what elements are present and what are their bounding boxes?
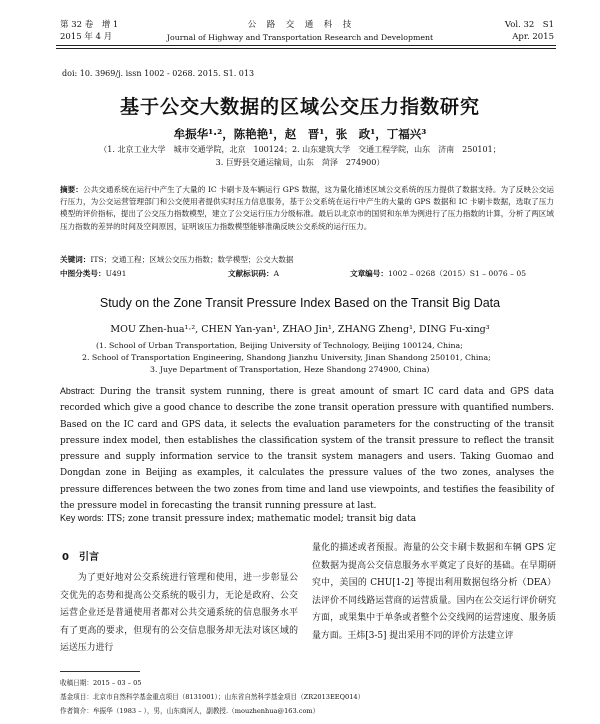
doi: doi: 10. 3969/j. issn 1002 - 0268. 2015. S1. 013 — [62, 69, 255, 78]
abstract-cn-text: 公共交通系统在运行中产生了大量的 IC 卡刷卡及车辆运行 GPS 数据，这为量化描述区域公交系统的压力提供了数据支持。为了反映公交运行压力，为公交运营管理部门和公交使用者提供实时压力信息服务，基于公交系统在运行中产生的大量的 GPS 数据和 IC 卡刷卡数据，选取了压力模型的评价指标，提出了公交压力指数模型，建立了公交运行压力分级标准。最后以北京市的国贸和东单为例进行了压力指数的计算，分析了两区域压力指数的差异的时间及空间原因，证明该压力指数模型能够准确反映公交系统的运行压力。 — [60, 185, 554, 231]
affiliation-en-2: 2. School of Transportation Engineering, Shandong Jianzhu University, Jinan Shandong 250101, China; — [82, 353, 491, 362]
affiliation-cn-1: （1. 北京工业大学 城市交通学院，北京 100124；2. 山东建筑大学 交通工程学院，山东 济南 250101； — [99, 145, 501, 154]
body-text-right: 量化的描述或者预报。海量的公交卡刷卡数据和车辆 GPS 定位数据为提高公交信息服务水平奠定了良好的基础。在早期研究中，美国的 CHU[1-2] 等提出利用数据包络分析（DEA）法评价不同线路运营商的运营质量。国内在公交运行评价研究方面，或果集中于单条或者整个公交线网的运营速度、服务质量方面。王炜[3-5] 提出采用不同的评价方法建立评 — [312, 543, 556, 641]
abstract-en-label: Abstract: — [60, 386, 96, 396]
footnote-rule — [60, 671, 140, 672]
document-code — [228, 268, 279, 279]
keywords-en-text: ITS; zone transit pressure index; mathematic model; transit big data — [106, 514, 417, 524]
keywords-cn-label: 关键词： — [60, 255, 91, 264]
section-heading-introduction: 0 引言 — [62, 552, 99, 563]
header-date: 2015 年 4 月 — [60, 32, 113, 42]
abstract-en-text: During the transit system running, there is great amount of smart IC card data and GPS data recorded which give a good chance to describe the zone transit operation pressure with quantified numbers. Based on the IC card and GPS data, it selects the evaluation parameters for the constructing of the transit pressure index model, then establishes the classification system of the transit pressure to reflect the transit pressure and supply information service to the transit system managers and users. Taking Guomao and Dongdan zone in Beijing as examples, it calculates the pressure values of the two zones, analyses the pressure differences between the two zones from time and land use viewpoints, and testifies the feasibility of the pressure model in forecasting the transit running pressure at last. — [60, 387, 554, 512]
keywords-cn-text: ITS；交通工程；区域公交压力指数；数学模型；公交大数据 — [90, 255, 294, 264]
header-rule — [56, 45, 556, 46]
affiliation-en-1: (1. School of Urban Transportation, Beijing University of Technology, Beijing 100124, China; — [96, 341, 463, 350]
article-value: 1002 – 0268（2015）S1 – 0076 – 05 — [387, 269, 527, 278]
paper-title-cn: 基于公交大数据的区域公交压力指数研究 — [119, 96, 480, 118]
keywords-en — [60, 513, 554, 524]
article-number — [350, 268, 526, 279]
header-date-en: Apr. 2015 — [512, 32, 554, 42]
affiliation-cn-2: 3. 巨野县交通运输局，山东 菏泽 274900） — [215, 158, 385, 167]
keywords-cn — [60, 254, 554, 265]
article-label: 文章编号： — [350, 269, 388, 278]
keywords-en-label: Key words: — [60, 513, 104, 523]
body-text-left: 为了更好地对公交系统进行管理和使用，进一步彰显公交优先的态势和提高公交系统的吸引力，无论是政府、公交运营企业还是普通使用者都对公共交通系统的信息服务水平有了更高的要求，但现有的公交信息服务却无法对该区域的运送压力进行 — [60, 573, 298, 654]
clc-label: 中图分类号： — [60, 269, 106, 278]
paper-title-en: Study on the Zone Transit Pressure Index Based on the Transit Big Data — [99, 296, 501, 310]
abstract-en — [60, 383, 554, 514]
journal-title-cn: 公 路 交 通 科 技 — [247, 20, 353, 30]
footnote-author: 作者简介：牟振华（1983 – ），男，山东商河人，副教授.（mouzhenhua@163.com） — [60, 707, 320, 715]
doc-label: 文献标识码： — [228, 269, 274, 278]
journal-title-en: Journal of Highway and Transportation Research and Development — [166, 33, 434, 42]
authors-en: MOU Zhen-hua¹·², CHEN Yan-yan¹, ZHAO Jin¹, ZHANG Zheng¹, DING Fu-xing³ — [110, 324, 490, 335]
header-rule-thin — [56, 48, 556, 49]
abstract-cn — [60, 184, 554, 233]
doc-value: A — [273, 269, 280, 278]
footnote-received: 收稿日期：2015 – 03 – 05 — [60, 679, 142, 687]
affiliation-en-3: 3. Juye Department of Transportation, Heze Shandong 274900, China) — [150, 365, 430, 374]
clc-number — [60, 268, 126, 279]
clc-value: U491 — [105, 269, 127, 278]
abstract-cn-label: 摘要： — [60, 185, 83, 194]
header-volume: 第 32 卷 增 1 — [60, 20, 119, 30]
header-volume-en: Vol. 32 S1 — [504, 20, 554, 30]
authors-cn: 牟振华¹·²，陈艳艳¹，赵 晋¹，张 政¹，丁福兴³ — [173, 127, 427, 141]
footnote-funding: 基金项目：北京市自然科学基金重点项目（8131001）；山东省自然科学基金项目（ZR2013EEQ014） — [60, 693, 365, 701]
